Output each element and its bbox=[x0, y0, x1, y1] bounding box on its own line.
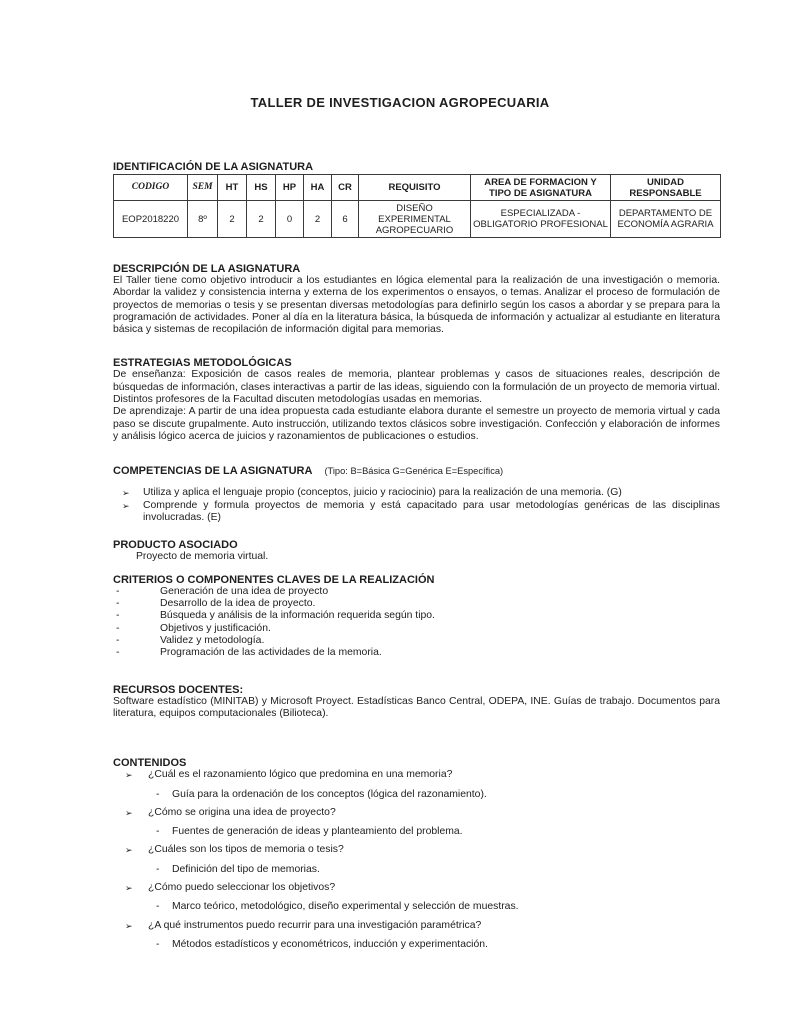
section-heading-identificacion: IDENTIFICACIÓN DE LA ASIGNATURA bbox=[113, 161, 314, 173]
contenido-detail: Métodos estadísticos y econométricos, inducción y experimentación. bbox=[172, 938, 488, 950]
contenido-question: ¿Cuáles son los tipos de memoria o tesis? bbox=[148, 844, 344, 856]
list-item bbox=[113, 598, 720, 610]
identification-table bbox=[113, 174, 721, 238]
list-item bbox=[113, 610, 720, 622]
criterios-list bbox=[113, 586, 720, 660]
competencias-heading-label: COMPETENCIAS DE LA ASIGNATURA bbox=[113, 465, 313, 478]
arrow-bullet-icon: ➢ bbox=[125, 770, 133, 781]
list-item bbox=[113, 864, 720, 876]
list-item bbox=[113, 487, 720, 499]
dash-bullet-icon: - bbox=[116, 635, 120, 647]
dash-bullet-icon: - bbox=[116, 647, 120, 659]
col-header-ht: HT bbox=[218, 175, 247, 201]
arrow-bullet-icon: ➢ bbox=[125, 807, 133, 818]
section-heading-competencias bbox=[113, 465, 720, 477]
arrow-bullet-icon: ➢ bbox=[125, 883, 133, 893]
cell-hp: 0 bbox=[276, 201, 304, 238]
cell-codigo: EOP2018220 bbox=[114, 201, 188, 238]
section-heading-estrategias: ESTRATEGIAS METODOLÓGICAS bbox=[113, 357, 292, 370]
list-item bbox=[113, 635, 720, 647]
list-item bbox=[113, 586, 720, 598]
contenido-question: ¿Cómo se origina una idea de proyecto? bbox=[148, 806, 336, 818]
estrategias-aprendizaje-text: De aprendizaje: A partir de una idea propuesta cada estudiante elabora durante el semestre un proyecto de memoria virtual y cada paso se discute grupalmente. Auto instrucción, utilizando textos clásicos sobre investigación. Confección y elaboración de informes y análisis lógico acerca de juicios y razonamientos de publicaciones o estudios. bbox=[113, 406, 720, 442]
arrow-bullet-icon: ➢ bbox=[125, 920, 133, 931]
list-item bbox=[113, 826, 720, 838]
col-header-cr: CR bbox=[332, 175, 359, 201]
col-header-hs: HS bbox=[247, 175, 276, 201]
criterio-text: Generación de una idea de proyecto bbox=[160, 585, 329, 597]
list-item bbox=[113, 769, 720, 781]
col-header-area: AREA DE FORMACION Y TIPO DE ASIGNATURA bbox=[471, 175, 611, 201]
cell-sem: 8º bbox=[188, 201, 218, 238]
arrow-bullet-icon: ➢ bbox=[125, 845, 133, 856]
list-item bbox=[113, 807, 720, 819]
section-heading-recursos: RECURSOS DOCENTES: bbox=[113, 683, 244, 696]
cell-ha: 2 bbox=[304, 201, 332, 238]
section-heading-criterios: CRITERIOS O COMPONENTES CLAVES DE LA REALIZACIÓN bbox=[113, 573, 435, 586]
contenido-question: ¿A qué instrumentos puedo recurrir para una investigación paramétrica? bbox=[148, 919, 482, 931]
contenido-question: ¿Cuál es el razonamiento lógico que predomina en una memoria? bbox=[148, 769, 453, 781]
list-item bbox=[113, 844, 720, 856]
dash-bullet-icon: - bbox=[156, 788, 160, 800]
criterio-text: Objetivos y justificación. bbox=[160, 622, 271, 634]
recursos-text: Software estadístico (MINITAB) y Microsoft Proyect. Estadísticas Banco Central, ODEPA, INE. Guías de trabajo. Documentos para literatura, equipos computacionales (Bilioteca). bbox=[113, 695, 720, 719]
section-heading-descripcion: DESCRIPCIÓN DE LA ASIGNATURA bbox=[113, 263, 301, 275]
producto-text: Proyecto de memoria virtual. bbox=[136, 551, 269, 563]
list-item bbox=[113, 500, 720, 525]
col-header-requisito: REQUISITO bbox=[359, 175, 471, 201]
cell-cr: 6 bbox=[332, 201, 359, 238]
dash-bullet-icon: - bbox=[156, 938, 160, 950]
contenido-detail: Definición del tipo de memorias. bbox=[172, 863, 320, 875]
cell-area: ESPECIALIZADA - OBLIGATORIO PROFESIONAL bbox=[471, 201, 611, 238]
arrow-bullet-icon: ➢ bbox=[122, 488, 130, 499]
dash-bullet-icon: - bbox=[156, 826, 160, 838]
list-item bbox=[113, 882, 720, 894]
dash-bullet-icon: - bbox=[116, 598, 120, 610]
dash-bullet-icon: - bbox=[116, 585, 120, 597]
contenido-question: ¿Cómo puedo seleccionar los objetivos? bbox=[148, 882, 336, 893]
dash-bullet-icon: - bbox=[156, 901, 160, 913]
list-item bbox=[113, 901, 720, 913]
cell-unidad: DEPARTAMENTO DE ECONOMÍA AGRARIA bbox=[611, 201, 721, 238]
contenido-detail: Marco teórico, metodológico, diseño experimental y selección de muestras. bbox=[172, 901, 519, 913]
competencia-text: Comprende y formula proyectos de memoria y está capacitado para usar metodologías genéricas de las disciplinas involucradas. (E) bbox=[143, 499, 720, 523]
competencias-tipo-note: (Tipo: B=Básica G=Genérica E=Específica) bbox=[324, 466, 504, 477]
col-header-sem: SEM bbox=[188, 175, 218, 201]
col-header-hp: HP bbox=[276, 175, 304, 201]
table-header-row bbox=[114, 175, 721, 201]
cell-ht: 2 bbox=[218, 201, 247, 238]
contenido-detail: Fuentes de generación de ideas y planteamiento del problema. bbox=[172, 826, 463, 838]
criterio-text: Programación de las actividades de la memoria. bbox=[160, 647, 382, 659]
descripcion-text: El Taller tiene como objetivo introducir a los estudiantes en lógica elemental para la realización de una investigación o memoria. Abordar la validez y consistencia interna y externa de los experimentos o ensayos, o temas. Analizar el proceso de formulación de proyectos de memorias o tesis y se presentan diversas metodologías para definirlo según los casos a abordar y se prepara para la programación de actividades. Poner al día en la literatura básica, la búsqueda de información y actualizar al estudiante en literatura básica y sistemas de recopilación de información digital para memorias. bbox=[113, 275, 720, 336]
estrategias-ensenanza-text: De enseñanza: Exposición de casos reales de memoria, plantear problemas y casos de situaciones reales, descripción de búsquedas de información, clases interactivas a partir de las ideas, siguiendo con la formulación de un proyecto de memoria virtual. Distintos profesores de la Facultad discuten metodologías usadas en memorias. bbox=[113, 369, 720, 406]
col-header-ha: HA bbox=[304, 175, 332, 201]
arrow-bullet-icon: ➢ bbox=[122, 500, 130, 511]
list-item bbox=[113, 939, 720, 951]
contenido-detail: Guía para la ordenación de los conceptos (lógica del razonamiento). bbox=[172, 788, 487, 800]
table-row bbox=[114, 201, 721, 238]
criterio-text: Validez y metodología. bbox=[160, 635, 265, 647]
competencias-list bbox=[113, 487, 720, 524]
document-title: TALLER DE INVESTIGACION AGROPECUARIA bbox=[250, 95, 550, 110]
criterio-text: Búsqueda y análisis de la información requerida según tipo. bbox=[160, 610, 435, 622]
col-header-codigo: CODIGO bbox=[114, 175, 188, 201]
contenidos-list bbox=[113, 769, 720, 951]
section-heading-producto: PRODUCTO ASOCIADO bbox=[113, 539, 238, 552]
list-item bbox=[113, 623, 720, 635]
section-heading-contenidos: CONTENIDOS bbox=[113, 757, 187, 770]
competencia-text: Utiliza y aplica el lenguaje propio (conceptos, juicio y raciocinio) para la realización de una memoria. (G) bbox=[143, 487, 622, 499]
document-content bbox=[113, 0, 720, 957]
cell-hs: 2 bbox=[247, 201, 276, 238]
list-item bbox=[113, 789, 720, 801]
criterio-text: Desarrollo de la idea de proyecto. bbox=[160, 598, 316, 610]
dash-bullet-icon: - bbox=[116, 610, 120, 622]
col-header-unidad: UNIDAD RESPONSABLE bbox=[611, 175, 721, 201]
dash-bullet-icon: - bbox=[116, 622, 120, 634]
cell-requisito: DISEÑO EXPERIMENTAL AGROPECUARIO bbox=[359, 201, 471, 238]
list-item bbox=[113, 647, 720, 659]
list-item bbox=[113, 920, 720, 932]
dash-bullet-icon: - bbox=[156, 863, 160, 875]
